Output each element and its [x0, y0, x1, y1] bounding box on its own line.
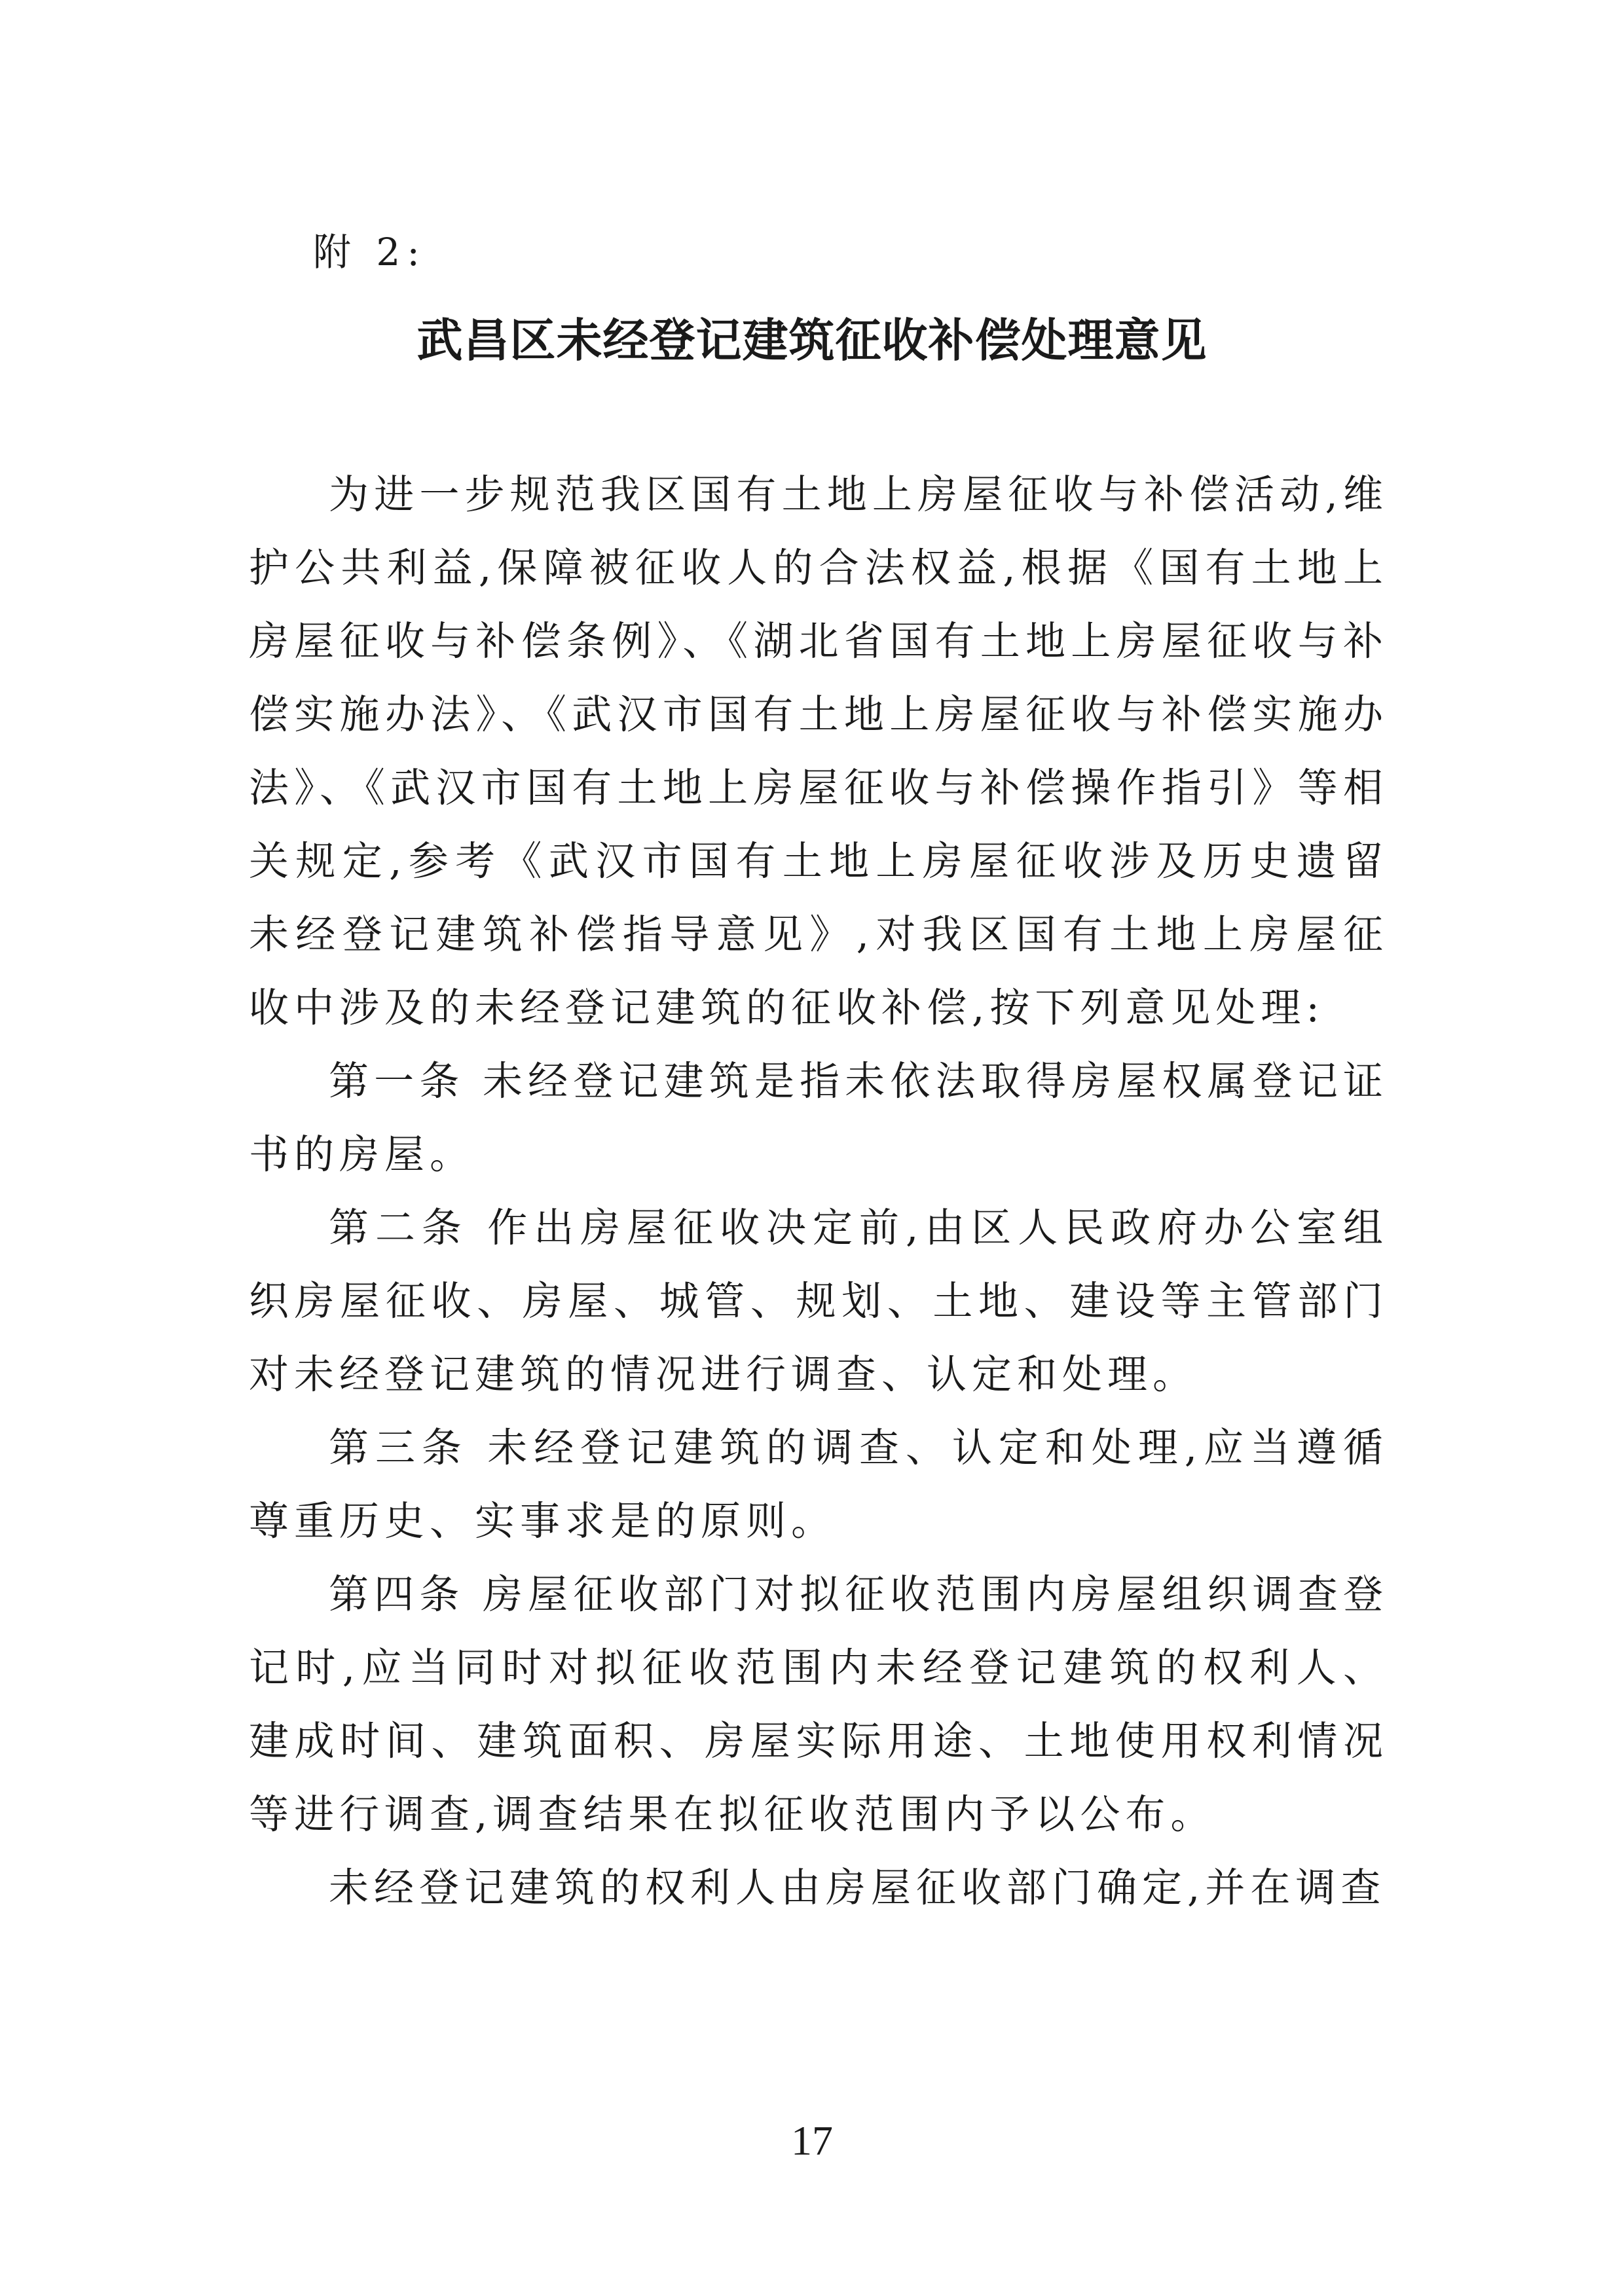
paragraph-article-2: 第二条 作出房屋征收决定前,由区人民政府办公室组织房屋征收、房屋、城管、规划、土地、建设等主管部门对未经登记建筑的情况进行调查、认定和处理。	[249, 1205, 1388, 1398]
paragraph-article-3: 第三条 未经登记建筑的调查、认定和处理,应当遵循尊重历史、实事求是的原则。	[249, 1425, 1388, 1544]
document-title: 武昌区未经登记建筑征收补偿处理意见	[416, 314, 1208, 367]
paragraph-article-4: 第四条 房屋征收部门对拟征收范围内房屋组织调查登记时,应当同时对拟征收范围内未经登记建筑的权利人、建成时间、建筑面积、房屋实际用途、土地使用权利情况等进行调查,调查结果在拟征收范围内予以公布。	[249, 1571, 1388, 1838]
paragraph-intro: 为进一步规范我区国有土地上房屋征收与补偿活动,维护公共利益,保障被征收人的合法权益,根据《国有土地上房屋征收与补偿条例》、《湖北省国有土地上房屋征收与补偿实施办法》、《武汉市国有土地上房屋征收与补偿实施办法》、《武汉市国有土地上房屋征收与补偿操作指引》等相关规定,参考《武汉市国有土地上房屋征收涉及历史遗留未经登记建筑补偿指导意见》,对我区国有土地上房屋征收中涉及的未经登记建筑的征收补偿,按下列意见处理:	[249, 471, 1388, 1031]
paragraph-article-4-continued: 未经登记建筑的权利人由房屋征收部门确定,并在调查	[329, 1865, 1386, 1911]
paragraph-article-1: 第一条 未经登记建筑是指未依法取得房屋权属登记证书的房屋。	[249, 1058, 1388, 1178]
page-number: 17	[791, 2117, 833, 2164]
attachment-label: 附 2:	[313, 230, 426, 274]
document-body	[249, 458, 1388, 1925]
